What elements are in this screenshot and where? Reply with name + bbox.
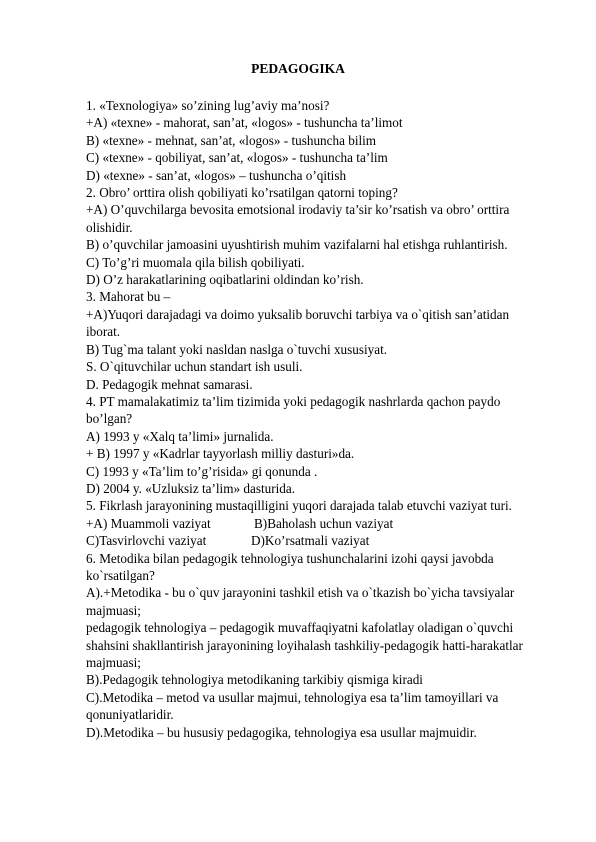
page-title: PEDAGOGIKA <box>251 61 345 76</box>
text-line: A) 1993 y «Xalq ta’limi» jurnalida. <box>86 428 274 444</box>
text-line: 1. «Texnologiya» so’zining lug’aviy ma’nosi? <box>86 98 330 113</box>
q5-option-c: C)Tasvirlovchi vaziyat <box>86 533 207 549</box>
q5-option-a: +A) Muammoli vaziyat <box>86 515 211 531</box>
text-line: C) 1993 y «Ta’lim to’g’risida» gi qonunda . <box>86 463 318 479</box>
question-list <box>86 97 556 741</box>
text-line: majmuasi; <box>86 602 141 618</box>
text-line: C) «texne» - qobiliyat, san’at, «logos» - tushuncha ta’lim <box>86 150 388 166</box>
text-line: D).Metodika – bu hususiy pedagogika, tehnologiya esa usullar majmuidir. <box>86 724 477 740</box>
text-line: 4. PT mamalakatimiz ta’lim tizimida yoki pedagogik nashrlarda qachon paydo <box>86 393 501 409</box>
text-line: B) o’quvchilar jamoasini uyushtirish muhim vazifalarni hal etishga ruhlantirish. <box>86 237 508 253</box>
text-line: S. O`qituvchilar uchun standart ish usuli. <box>86 359 303 375</box>
text-line: D) O’z harakatlarining oqibatlarini oldindan ko’rish. <box>86 272 364 288</box>
text-line: + B) 1997 y «Kadrlar tayyorlash milliy dasturi»da. <box>86 446 355 462</box>
text-line: 3. Mahorat bu – <box>86 289 171 305</box>
text-line: majmuasi; <box>86 655 141 670</box>
text-line: +A) O’quvchilarga bevosita emotsional irodaviy ta’sir ko’rsatish va obro’ orttira <box>86 202 510 218</box>
q5-option-d: D)Ko’rsatmali vaziyat <box>251 533 370 549</box>
text-line: 6. Metodika bilan pedagogik tehnologiya tushunchalarini izohi qaysi javobda <box>86 550 494 566</box>
text-line: olishidir. <box>86 219 133 235</box>
text-line: ko`rsatilgan? <box>86 567 155 583</box>
q5-options-row-2 <box>86 532 556 549</box>
text-line: bo’lgan? <box>86 411 133 427</box>
text-line: 5. Fikrlash jarayonining mustaqilligini yuqori darajada talab etuvchi vaziyat turi. <box>86 498 512 514</box>
text-line: C).Metodika – metod va usullar majmui, tehnologiya esa ta’lim tamoyillari va <box>86 689 499 705</box>
text-line: D) «texne» - san’at, «logos» – tushuncha o’qitish <box>86 167 347 183</box>
text-line: pedagogik tehnologiya – pedagogik muvaffaqiyatni kafolatlay oladigan o`quvchi <box>86 620 514 636</box>
text-line: +A)Yuqori darajadagi va doimo yuksalib boruvchi tarbiya va o`qitish san’atidan <box>86 306 510 322</box>
text-line: B) Tug`ma talant yoki nasldan naslga o`tuvchi xususiyat. <box>86 341 388 357</box>
text-line: iborat. <box>86 324 121 340</box>
text-line: +A) «texne» - mahorat, san’at, «logos» - tushuncha ta’limot <box>86 115 403 131</box>
text-line: A).+Metodika - bu o`quv jarayonini tashkil etish va o`tkazish bo`yicha tavsiyalar <box>86 585 515 601</box>
text-line: B) «texne» - mehnat, san’at, «logos» - tushuncha bilim <box>86 132 377 148</box>
text-line: D. Pedagogik mehnat samarasi. <box>86 376 253 392</box>
text-line: shahsini shakllantirish jarayonining loyihalash tashkiliy-pedagogik hatti-harakatlar <box>86 637 523 653</box>
text-line: C) To’g’ri muomala qila bilish qobiliyati. <box>86 254 305 270</box>
text-line: qonuniyatlaridir. <box>86 707 174 723</box>
text-line: B).Pedagogik tehnologiya metodikaning tarkibiy qismiga kiradi <box>86 672 423 688</box>
text-line: 2. Obro’ orttira olish qobiliyati ko’rsatilgan qatorni toping? <box>86 185 398 201</box>
q5-option-b: B)Baholash uchun vaziyat <box>254 515 394 531</box>
text-line: D) 2004 y. «Uzluksiz ta’lim» dasturida. <box>86 480 296 496</box>
q5-options-row-1 <box>86 515 556 532</box>
